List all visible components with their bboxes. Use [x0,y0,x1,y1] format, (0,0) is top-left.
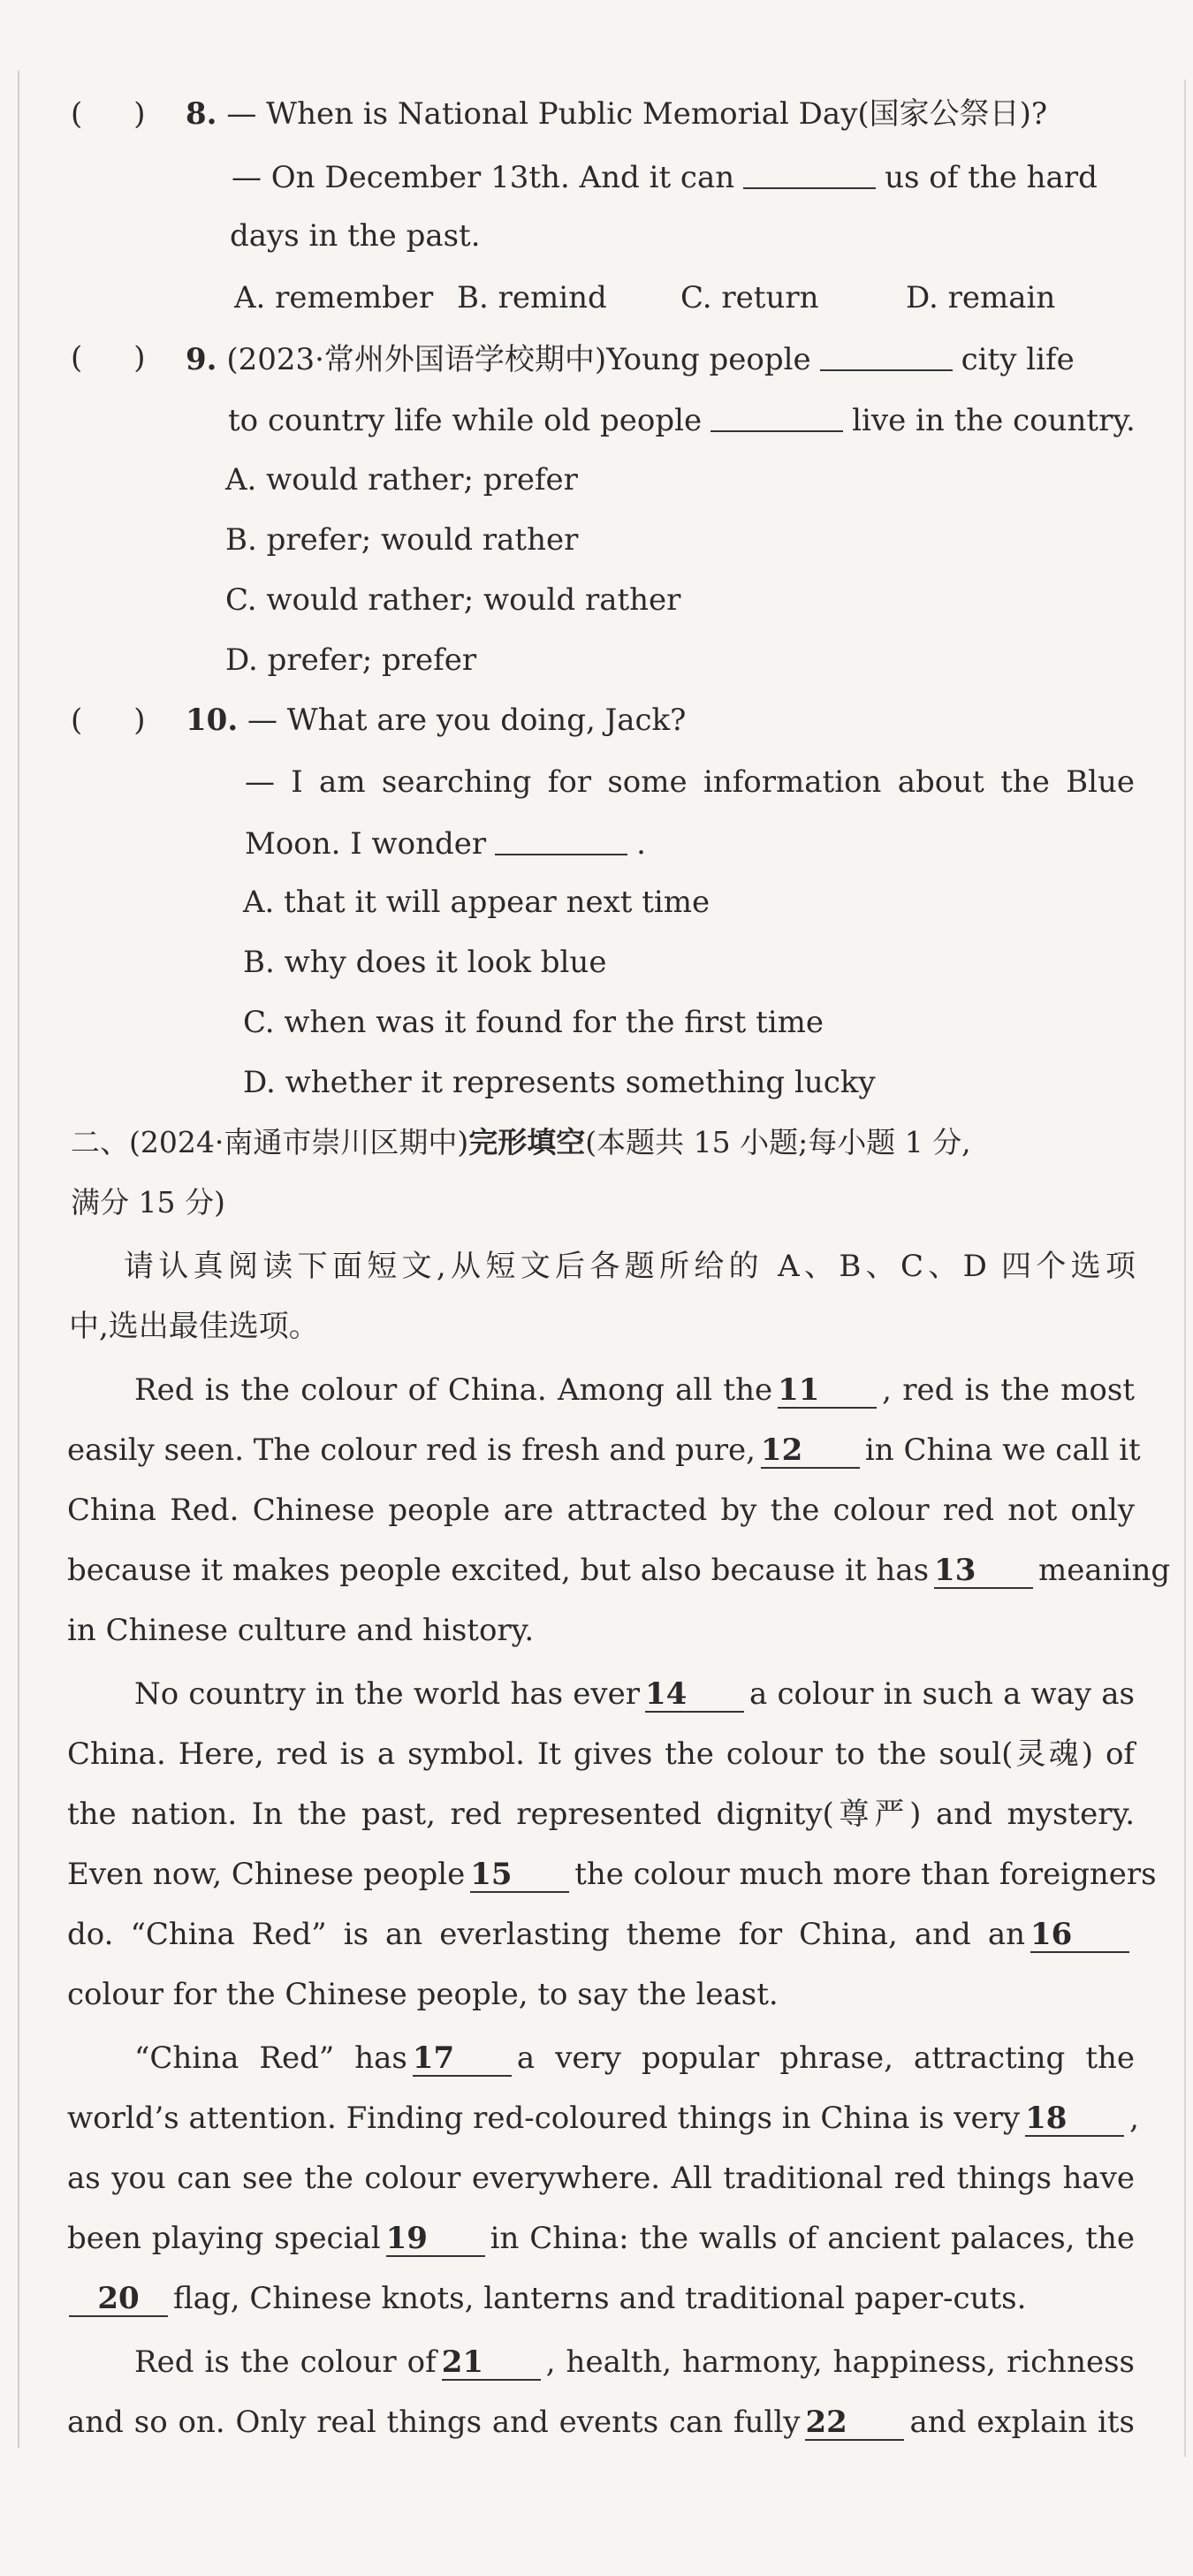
option-a[interactable]: A. that it will appear next time [243,885,710,920]
section-scoring: 满分 15 分) [71,1185,225,1220]
option-d[interactable]: D. whether it represents something lucky [243,1065,876,1100]
cloze-blank-16[interactable]: 16 [1030,1919,1129,1953]
question-stem: . [636,826,646,862]
answer-bracket[interactable]: ( ) [71,340,146,376]
passage-text: , health, harmony, happiness, richness [545,2344,1135,2380]
cloze-blank-20[interactable]: 20 [69,2283,168,2317]
question-stem: Young people [606,342,811,377]
instruction-text: 请认真阅读下面短文,从短文后各题所给的 A、B、C、D 四个选项 [124,1249,1136,1284]
option-b[interactable]: B. why does it look blue [243,945,607,980]
cloze-blank-12[interactable]: 12 [761,1435,860,1469]
right-margin-line [1184,80,1186,2457]
cloze-blank-14[interactable]: 14 [645,1679,744,1713]
cloze-blank-22[interactable]: 22 [805,2407,904,2441]
instruction-text: 中,选出最佳选项。 [69,1309,319,1344]
option-a[interactable]: A. would rather; prefer [225,462,578,498]
answer-blank[interactable] [743,161,876,189]
passage-text: and so on. Only real things and events can fully [67,2405,801,2440]
option-d[interactable]: D. remain [906,280,1056,315]
passage-text: colour for the Chinese people, to say the least. [67,1977,779,2012]
passage-text: Even now, Chinese people [67,1857,466,1892]
cloze-blank-17[interactable]: 17 [413,2043,512,2077]
passage-text: and explain its [909,2405,1136,2440]
question-stem: live in the country. [852,403,1136,438]
question-stem: days in the past. [230,218,481,254]
passage-text: world’s attention. Finding red-coloured things in China is very [67,2101,1021,2136]
answer-blank[interactable] [495,827,627,855]
question-source: (2023·常州外国语学校期中) [226,342,607,377]
answer-blank[interactable] [710,404,843,432]
option-c[interactable]: C. return [680,280,819,315]
passage-text: “China Red” has [134,2040,407,2076]
option-c[interactable]: C. when was it found for the first time [243,1005,824,1040]
passage-text: meaning [1038,1553,1171,1588]
cloze-blank-15[interactable]: 15 [470,1859,569,1893]
passage-text: Red is the colour of China. Among all the [134,1372,773,1408]
passage-text: a very popular phrase, attracting the [516,2040,1136,2076]
cloze-blank-13[interactable]: 13 [934,1555,1033,1589]
section-source: 二、(2024·南通市崇川区期中) [71,1125,469,1159]
question-stem: — When is National Public Memorial Day(国家公祭日)? [226,96,1048,132]
passage-text: a colour in such a way as [749,1676,1136,1712]
section-title: 完形填空 [468,1125,586,1159]
question-number: 10. [186,703,239,738]
passage-text: No country in the world has ever [134,1676,640,1712]
passage-text: easily seen. The colour red is fresh and pure, [67,1432,756,1468]
cloze-blank-18[interactable]: 18 [1025,2103,1124,2137]
passage-text: the nation. In the past, red represented dignity(尊严) and mystery. [67,1797,1135,1832]
passage-text: China. Here, red is a symbol. It gives the colour to the soul(灵魂) of [67,1736,1135,1772]
question-stem: city life [961,342,1075,377]
passage-text: Red is the colour of [134,2344,437,2380]
answer-blank[interactable] [820,343,953,371]
passage-text: as you can see the colour everywhere. All traditional red things have [67,2161,1135,2196]
question-stem: — What are you doing, Jack? [247,703,687,738]
option-b[interactable]: B. prefer; would rather [225,522,579,558]
passage-text: because it makes people excited, but also because it has [67,1553,930,1588]
answer-bracket[interactable]: ( ) [71,703,146,738]
passage-text: in Chinese culture and history. [67,1613,535,1648]
passage-text: the colour much more than foreigners [574,1857,1157,1892]
passage-text: China Red. Chinese people are attracted by the colour red not only [67,1493,1135,1528]
question-stem: Moon. I wonder [245,826,487,862]
passage-text: been playing special [67,2221,381,2256]
passage-text: in China we call it [864,1432,1141,1468]
option-c[interactable]: C. would rather; would rather [225,582,681,618]
answer-bracket[interactable]: ( ) [71,96,146,132]
left-margin-line [18,71,19,2448]
passage-text: , red is the most [882,1372,1135,1408]
question-stem: to country life while old people [228,403,703,438]
passage-text: , [1129,2101,1139,2136]
question-stem: us of the hard [885,160,1098,195]
cloze-blank-11[interactable]: 11 [778,1375,877,1409]
question-stem: — On December 13th. And it can [232,160,735,195]
option-d[interactable]: D. prefer; prefer [225,642,477,678]
option-b[interactable]: B. remind [457,280,607,315]
option-a[interactable]: A. remember [234,280,434,315]
question-number: 8. [186,96,217,132]
cloze-blank-19[interactable]: 19 [386,2223,485,2257]
passage-text: flag, Chinese knots, lanterns and traditional paper-cuts. [173,2281,1027,2316]
passage-text: do. “China Red” is an everlasting theme for China, and an [67,1917,1025,1952]
question-stem: — I am searching for some information about the Blue [245,764,1135,800]
section-scoring: (本题共 15 小题;每小题 1 分, [585,1125,971,1159]
passage-text: in China: the walls of ancient palaces, the [490,2221,1135,2256]
question-number: 9. [186,342,217,377]
cloze-blank-21[interactable]: 21 [442,2347,541,2381]
